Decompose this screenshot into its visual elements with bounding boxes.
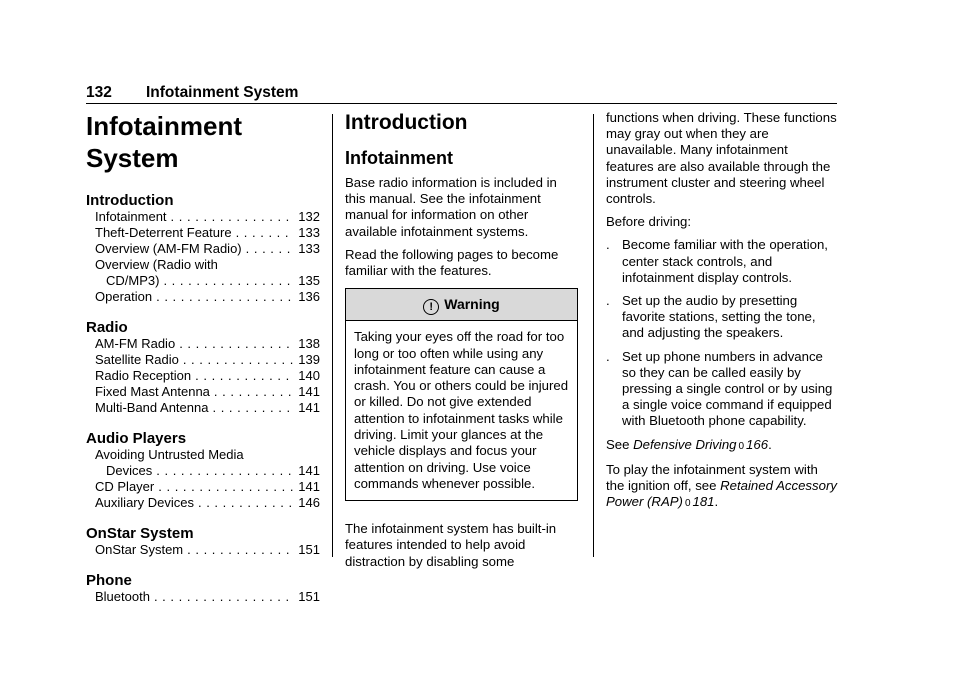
- toc-section-title: OnStar System: [86, 525, 194, 542]
- toc-entry[interactable]: [95, 384, 320, 400]
- toc-entry-page: 133: [298, 225, 320, 240]
- toc-entry-title: Infotainment: [95, 209, 167, 224]
- warning-title: Warning: [444, 296, 500, 313]
- toc-entry-page: 151: [298, 542, 320, 557]
- toc-entry[interactable]: [95, 589, 320, 605]
- bullet-item: [606, 237, 839, 286]
- toc-entry-list: [95, 589, 320, 605]
- toc-entry-title: Satellite Radio: [95, 352, 179, 367]
- toc-leader: [163, 273, 294, 289]
- intro-para-3: The infotainment system has built-in features intended to help avoid distraction by disabling some: [345, 521, 557, 569]
- defensive-driving-ref[interactable]: Defensive Driving: [633, 436, 737, 452]
- toc-entry-page: 139: [298, 352, 320, 367]
- header-rule: [86, 103, 837, 104]
- toc-section-title: Introduction: [86, 192, 174, 209]
- bullet-mark: .: [606, 348, 610, 364]
- warning-icon: !: [423, 299, 439, 315]
- bullet-text: Set up phone numbers in advance so they can be called easily by pressing a single control or by using a single voice command if equipped with Bluetooth phone capability.: [622, 348, 833, 429]
- section-title: Infotainment System: [146, 84, 299, 101]
- toc-entry[interactable]: [95, 495, 320, 511]
- toc-entry-title: AM-FM Radio: [95, 336, 176, 351]
- intro-para-2: Read the following pages to become familiar with the features.: [345, 246, 559, 279]
- column-divider-2: [593, 114, 594, 557]
- toc-entry-list: [95, 209, 320, 305]
- warning-text: Taking your eyes off the road for too long or too often while using any infotainment feature can cause a crash. You or others could be injured or killed. Do not give extended attention to infotainment tasks while driving. Limit your glances at the vehicle displays and focus your attention on driving. Use voice commands whenever possible.: [354, 329, 569, 491]
- defensive-driving-page[interactable]: 166: [746, 436, 769, 452]
- infotainment-subheading: Infotainment: [345, 148, 453, 168]
- bullet-item: [606, 293, 839, 342]
- intro-column: [345, 110, 578, 570]
- rap-text: To play the infotainment system with the ignition off, see: [606, 461, 818, 494]
- rap-para: To play the infotainment system with the ignition off, see Retained Accessory Power (RAP) 0 181.: [606, 461, 837, 510]
- toc-entry-page: 141: [298, 479, 320, 494]
- toc-entry[interactable]: [95, 368, 320, 384]
- toc-leader: [236, 225, 295, 241]
- toc-entry[interactable]: [95, 257, 320, 289]
- toc-entry-page: 133: [298, 241, 320, 256]
- toc-leader: [158, 479, 294, 495]
- toc-leader: [156, 463, 294, 479]
- toc-entry-title: Bluetooth: [95, 589, 150, 604]
- bullet-text: Set up the audio by presetting favorite stations, setting the tone, and adjusting the speakers.: [622, 293, 816, 341]
- toc-entry-title: Avoiding Untrusted Media: [95, 447, 244, 462]
- rap-page[interactable]: 181: [692, 494, 715, 510]
- toc-leader: [187, 542, 294, 558]
- toc-entry[interactable]: [95, 289, 320, 305]
- toc-entry-title: Operation: [95, 289, 153, 304]
- toc-entry-title: Theft-Deterrent Feature: [95, 225, 232, 240]
- toc-entry-page: 141: [298, 384, 320, 399]
- toc-leader: [214, 384, 294, 400]
- toc-entry-title-cont: CD/MP3): [106, 273, 160, 288]
- toc-leader: [156, 289, 294, 305]
- toc-entry[interactable]: [95, 209, 320, 225]
- bullet-text: Become familiar with the operation, center stack controls, and infotainment display controls.: [622, 237, 828, 285]
- toc-section-title: Audio Players: [86, 430, 187, 447]
- chapter-title-line1: Infotainment: [86, 111, 242, 141]
- toc-entry[interactable]: [95, 400, 320, 416]
- toc-entry-title: Overview (Radio with: [95, 257, 218, 272]
- toc-entry[interactable]: [95, 241, 320, 257]
- page-number: 132: [86, 84, 112, 101]
- rap-ref[interactable]: Retained Accessory Power (RAP): [606, 478, 837, 510]
- see-line: See Defensive Driving 0 166.: [606, 436, 772, 452]
- page-header: [86, 84, 298, 102]
- toc-entry-page: 141: [298, 400, 320, 415]
- warning-box: [345, 288, 578, 501]
- toc-entry[interactable]: [95, 479, 320, 495]
- intro-para-1: Base radio information is included in this manual. See the infotainment manual for information on other available infotainment systems.: [345, 175, 557, 239]
- toc-entry-title-cont: Devices: [106, 463, 153, 478]
- toc-entry-title: OnStar System: [95, 542, 184, 557]
- toc-entry-title: CD Player: [95, 479, 155, 494]
- toc-entry-title: Radio Reception: [95, 368, 192, 383]
- intro-heading: Introduction: [345, 111, 468, 134]
- toc-section-title: Radio: [86, 319, 128, 336]
- toc-entry-list: [95, 447, 320, 511]
- toc-entry[interactable]: [95, 352, 320, 368]
- chapter-title-line2: System: [86, 143, 179, 173]
- right-column: [606, 110, 839, 512]
- toc-entry-page: 151: [298, 589, 320, 604]
- toc-leader: [179, 336, 294, 352]
- toc-entry-title: Multi-Band Antenna: [95, 400, 209, 415]
- toc-leader: [246, 241, 295, 257]
- toc-column: [86, 110, 320, 605]
- toc-section-title: Phone: [86, 572, 132, 589]
- toc-leader: [198, 495, 294, 511]
- functions-para: functions when driving. These functions may gray out when they are unavailable. Many infotainment features are also available through the instrument cluster and steering wheel controls.: [606, 110, 837, 207]
- toc-entry-title: Fixed Mast Antenna: [95, 384, 210, 399]
- bullet-item: [606, 349, 839, 430]
- page-ref-icon: 0: [738, 440, 745, 452]
- chapter-title: [86, 110, 320, 174]
- toc-entry-page: 141: [298, 463, 320, 478]
- toc-leader: [171, 209, 295, 225]
- toc-entry[interactable]: [95, 225, 320, 241]
- toc-leader: [183, 352, 294, 368]
- toc-entry-page: 140: [298, 368, 320, 383]
- toc-entry-page: 138: [298, 336, 320, 351]
- before-driving: Before driving:: [606, 214, 692, 230]
- toc-entry-page: 135: [298, 273, 320, 288]
- toc-entry-title: Overview (AM-FM Radio): [95, 241, 242, 256]
- bullet-mark: .: [606, 293, 610, 309]
- toc-entry[interactable]: [95, 336, 320, 352]
- toc-entry-list: [95, 336, 320, 416]
- toc-leader: [195, 368, 294, 384]
- column-divider-1: [332, 114, 333, 557]
- page-ref-icon: 0: [684, 498, 691, 510]
- toc-entry[interactable]: [95, 542, 320, 558]
- toc-entry-page: 132: [298, 209, 320, 224]
- toc-entry-page: 136: [298, 289, 320, 304]
- toc-sections: [86, 192, 320, 605]
- bullet-list: [606, 237, 839, 429]
- toc-leader: [154, 589, 294, 605]
- toc-entry[interactable]: [95, 447, 320, 479]
- toc-entry-page: 146: [298, 495, 320, 510]
- toc-entry-list: [95, 542, 320, 558]
- toc-entry-title: Auxiliary Devices: [95, 495, 194, 510]
- see-prefix: See: [606, 436, 630, 452]
- bullet-mark: .: [606, 237, 610, 253]
- toc-leader: [212, 400, 294, 416]
- warning-header: [346, 289, 577, 321]
